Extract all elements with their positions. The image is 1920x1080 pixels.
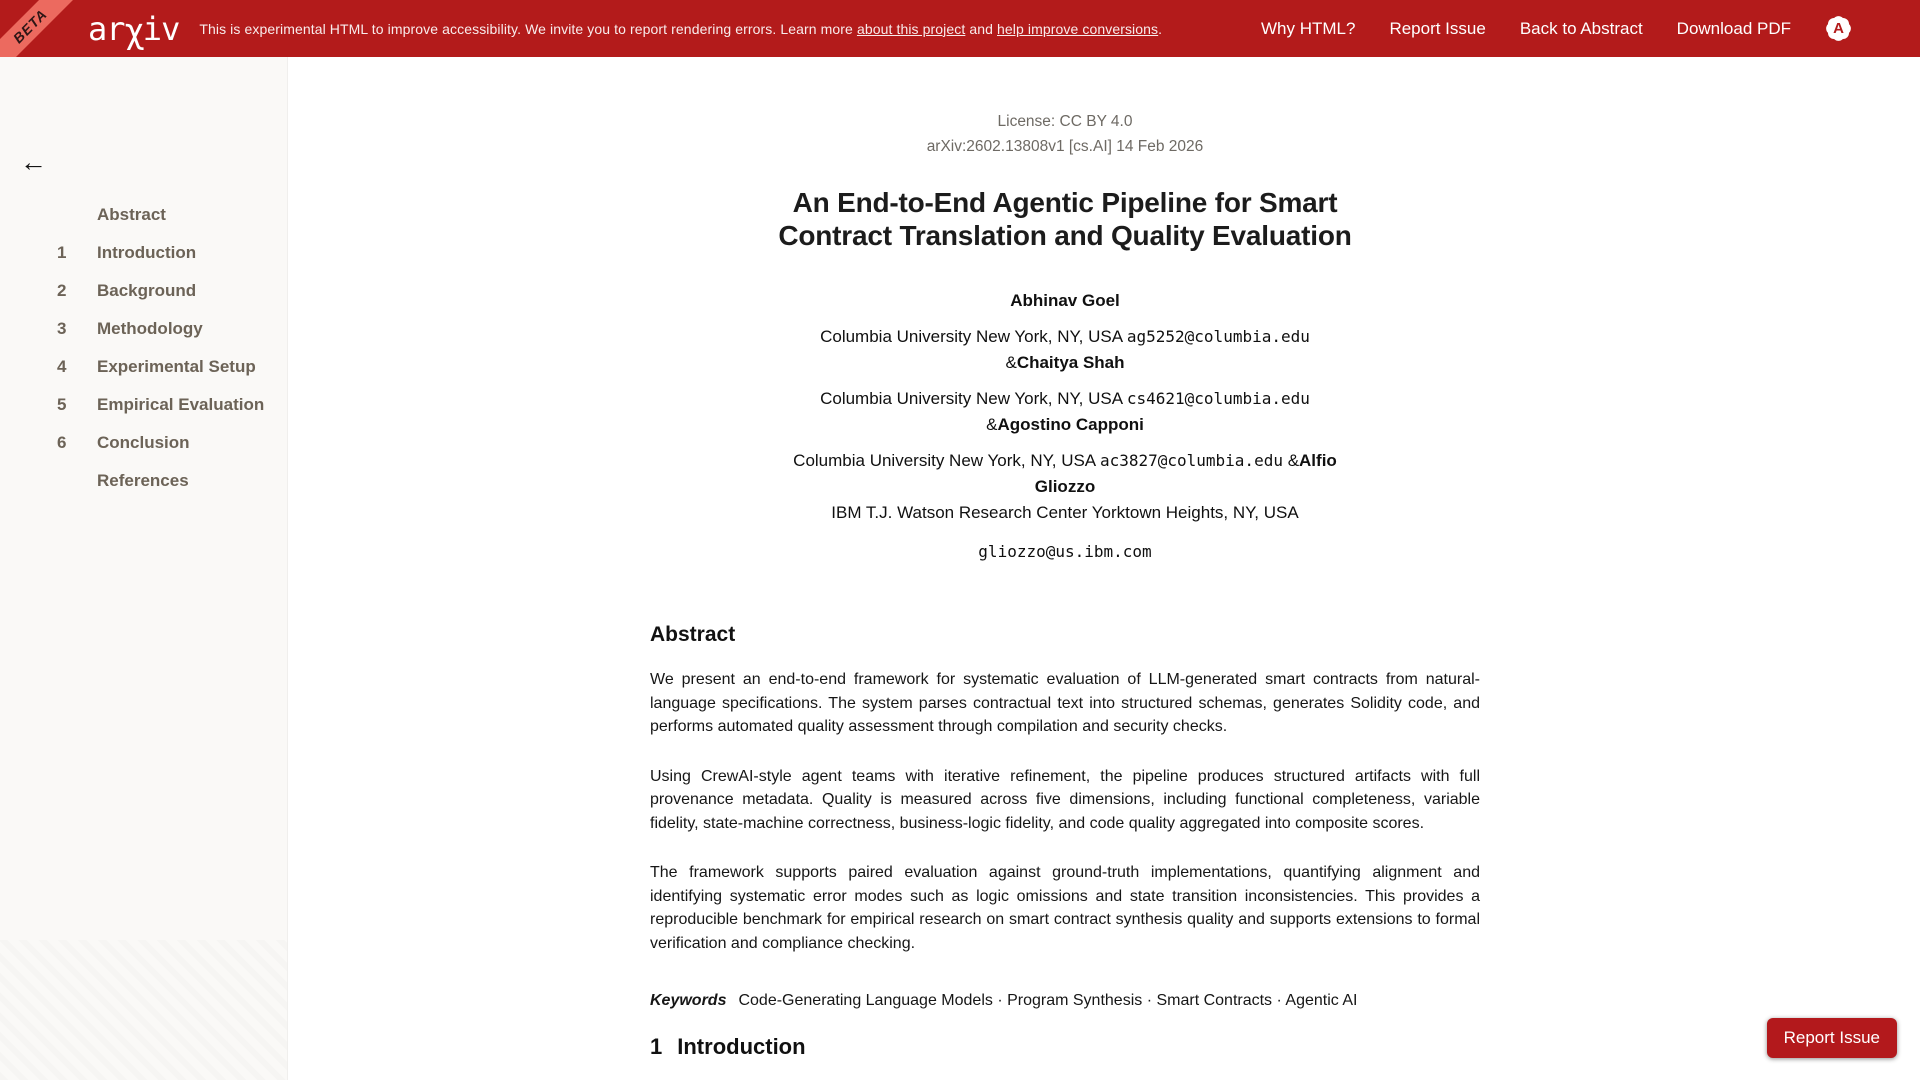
author-line [650,324,1480,350]
abstract-body [650,668,1480,981]
toc-label: Background [97,281,197,300]
toc-label: Conclusion [97,433,190,452]
toc-number: 6 [57,433,67,452]
notice-link[interactable]: help improve conversions [997,20,1159,37]
keywords-line [650,992,1480,1010]
notice-link[interactable]: about this project [856,20,966,37]
text-segment: This is experimental HTML to improve accessibility. We invite you to report rendering errors. Learn more [199,20,857,37]
toc-label: Experimental Setup [97,357,256,376]
beta-ribbon: BETA [0,0,88,57]
text-segment: & [1005,353,1017,372]
toc-number: 3 [57,319,67,338]
toc-number: 5 [57,395,67,414]
keywords-label: Keywords [650,992,727,1009]
text-segment: Columbia University New York, NY, USA [820,327,1127,346]
report-issue-button[interactable]: Report Issue [1767,1018,1897,1058]
text-segment: Chaitya Shah [1016,353,1125,372]
author-email-link[interactable]: ac3827@columbia.edu [1099,451,1283,470]
toc-label: Introduction [97,243,197,262]
paper-title-line-2: Contract Translation and Quality Evaluation [778,220,1352,251]
text-segment: Gliozzo [1034,477,1096,496]
logo-chi: χ [123,9,144,52]
collapse-sidebar-arrow-icon[interactable]: ← [20,147,47,177]
toc-item-introduction[interactable] [0,234,287,272]
abstract-paragraph-2: Using CrewAI-style agent teams with iterative refinement, the pipeline produces structured artifacts with full provenance metadata. Quality is measured across five dimensions, including functional completeness, variable fidelity, state-machine correctness, business-logic fidelity, and code quality aggregated into composite scores. [650,767,1480,832]
nav-back-to-abstract[interactable]: Back to Abstract [1519,18,1643,38]
section-1-number: 1 [650,1034,663,1059]
author-line [650,448,1480,474]
abstract-paragraph-3: The framework supports paired evaluation against ground-truth implementations, quantifying alignment and identifying systematic error modes such as logic omissions and state transition inconsistencies. This provides a reproducible benchmark for empirical research on smart contract synthesis quality and supports extensions to formal verification and compliance checking. [650,864,1480,952]
nav-download-pdf[interactable]: Download PDF [1676,18,1791,38]
arxiv-id-line: arXiv:2602.13808v1 [cs.AI] 14 Feb 2026 [926,138,1204,155]
arxiv-logo[interactable] [88,9,180,52]
logo-iv: iv [142,9,180,48]
nav-why-html[interactable]: Why HTML? [1260,18,1356,38]
keywords-text: Code-Generating Language Models · Program Synthesis · Smart Contracts · Agentic AI [738,992,1358,1009]
paper-title [650,186,1480,252]
text-segment: Columbia University New York, NY, USA [820,389,1127,408]
section-1-heading [650,1034,1480,1060]
toc-item-methodology[interactable] [0,310,287,348]
author-email-link[interactable]: ag5252@columbia.edu [1126,327,1310,346]
text-segment: & [1282,451,1300,470]
abstract-heading: Abstract [650,623,736,646]
toc-label: Empirical Evaluation [97,395,265,414]
author-line [650,350,1480,376]
toc-item-background[interactable] [0,272,287,310]
text-segment: Alfio [1299,451,1337,470]
paper-title-line-1: An End-to-End Agentic Pipeline for Smart [792,187,1338,218]
nav-report-issue[interactable]: Report Issue [1389,18,1486,38]
author-line [650,474,1480,500]
license-link[interactable]: License: CC BY 4.0 [997,113,1133,130]
toc-item-conclusion[interactable] [0,424,287,462]
text-segment: IBM T.J. Watson Research Center Yorktown Heights, NY, USA [831,503,1299,522]
font-settings-gear-icon[interactable] [1825,15,1852,42]
top-header-bar [0,0,1920,57]
text-segment: & [986,415,998,434]
toc-item-empirical-evaluation[interactable] [0,386,287,424]
text-segment: . [1158,20,1163,37]
header-nav [1261,15,1920,42]
toc-item-experimental-setup[interactable] [0,348,287,386]
gear-letter: A [1833,20,1844,37]
section-1-title: Introduction [677,1034,806,1059]
author-line [650,412,1480,438]
toc-item-abstract[interactable] [0,196,287,234]
text-segment: Columbia University New York, NY, USA [793,451,1100,470]
author-email-link[interactable]: gliozzo@us.ibm.com [978,542,1152,561]
author-email-link[interactable]: cs4621@columbia.edu [1126,389,1310,408]
text-segment: Abhinav Goel [1010,291,1120,310]
authors-block [650,288,1480,565]
toc-item-references[interactable] [0,462,287,500]
toc-label: References [97,471,189,490]
author-line [650,386,1480,412]
text-segment: and [965,20,997,37]
text-segment: Agostino Capponi [997,415,1144,434]
toc-number: 4 [57,357,67,376]
author-line [650,288,1480,314]
abstract-paragraph-1: We present an end-to-end framework for systematic evaluation of LLM-generated smart contracts from natural-language specifications. The system parses contractual text into structured schemas, generates Solidity code, and performs automated quality assessment through compilation and security checks. [650,671,1480,735]
toc-label: Abstract [97,205,166,224]
table-of-contents [0,196,287,500]
toc-number: 1 [57,243,67,262]
author-line [650,539,1480,565]
toc-label: Methodology [97,319,203,338]
experimental-html-notice [199,21,1162,37]
author-line [650,500,1480,526]
toc-number: 2 [57,281,67,300]
toc-sidebar [0,57,288,1080]
logo-ar: ar [88,9,125,48]
